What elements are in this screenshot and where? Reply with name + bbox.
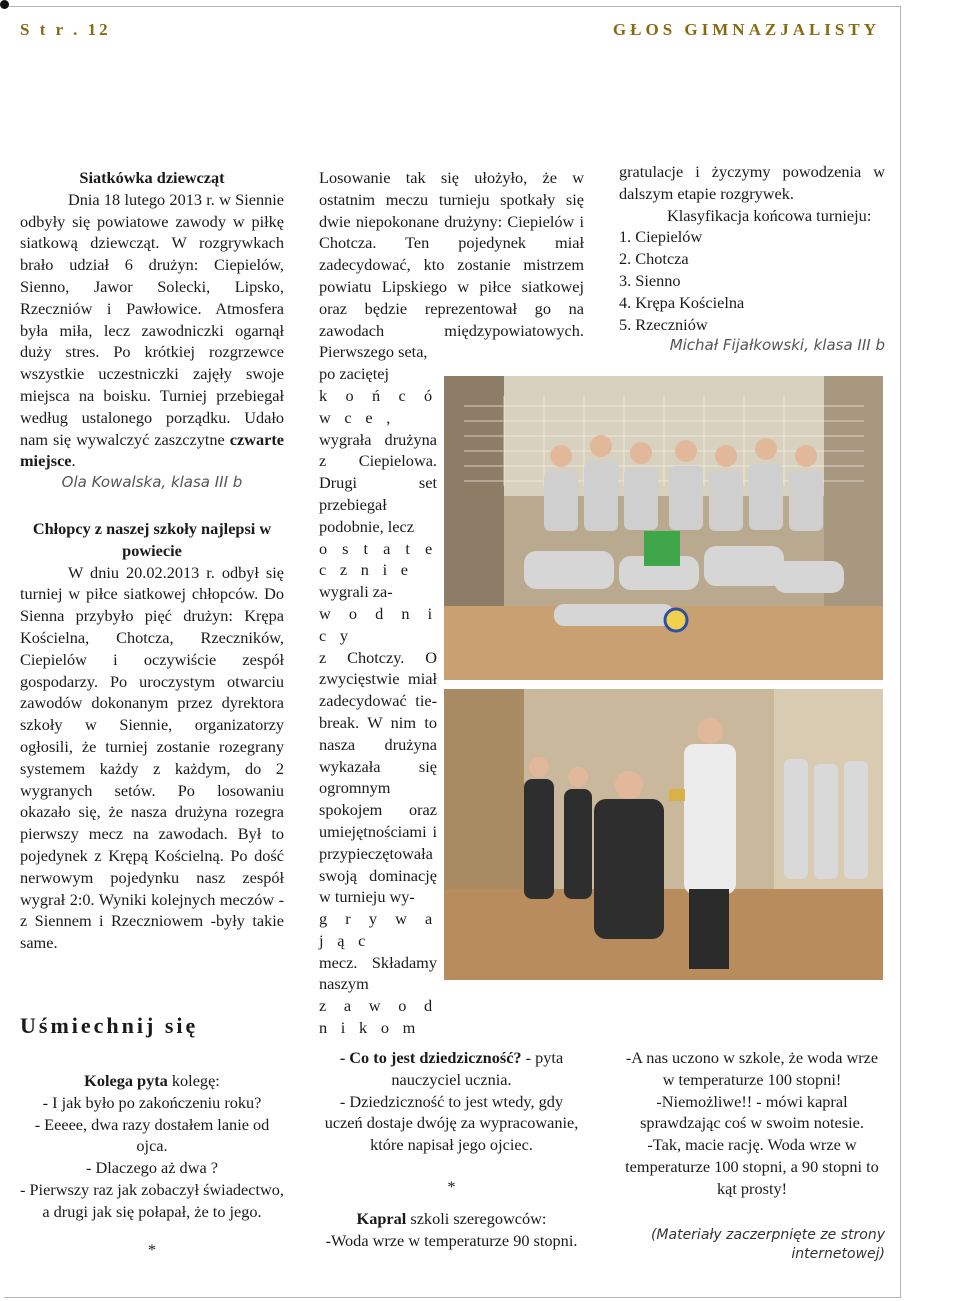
corner-dot [0,0,9,9]
column-3 [619,161,885,357]
joke1-line-4: - Pierwszy raz jak zobaczył świadectwo, a drugi jak się połapał, że to jego. [20,1179,285,1221]
joke-column-2 [319,1047,584,1251]
article-boys-continuation: Losowanie tak się ułożyło, że w ostatnim meczu turnieju spotkały się dwie niepokonane drużyny: Ciepielów i Chotcza. Ten pojedynek miał zadecydować, kto zostanie mistrzem powiatu Lipskiego w piłce siatkowej oraz będzie reprezentował go na zawodach międzypowiatowych. Pierwszego seta, [319,168,584,362]
narrow-line-4: o s t a t e c z n i e [319,538,437,580]
narrow-line-10: z a w o d n i k o m [319,996,437,1038]
rank-2: 2. Chotcza [619,249,689,269]
jokes-source: (Materiały zaczerpnięte ze strony internetowej) [650,1226,885,1262]
joke1-line-2: - Eeeee, dwa razy dostałem lanie od ojca. [34,1114,270,1156]
rank-4: 4. Krępa Kościelna [619,292,745,312]
award-photo-image [444,689,883,980]
classification-title: Klasyfikacja końcowa turnieju: [667,205,872,225]
narrow-line-9: mecz. Składamy naszym [319,952,437,994]
joke1-separator: * [147,1239,157,1259]
joke2-line-1: - Dziedziczność to jest wtedy, gdy uczeń dostaje dwóję za wypracowanie, które napisał jego ojciec. [324,1091,579,1155]
column-1 [20,167,284,954]
newspaper-title: GŁOS GIMNAZJALISTY [612,20,880,39]
article-girls-title: Siatkówka dziewcząt [79,168,225,187]
article-boys-body: W dniu 20.02.2013 r. odbył się turniej w piłce siatkowej chłopców. Do Sienna przybyło pięć drużyn: Krępa Kościelna, Chotcza, Rzeczników, Ciepielów i oczywiście zespół gospodarzy. Po uroczystym otwarciu zawodów dokonanym przez dyrektora szkoły w Siennie, organizatorzy ogłosili, że turniej zostanie rozegrany systemem każdy z każdym, do 2 wygranych setów. Po losowaniu okazało się, że nasza drużyna rozegra pierwszy mecz na zawodach. Był to pojedynek z Krępą Kościelną. Po dość nerwowym pojedynku nasz zespół wygrał 2:0. Wyniki kolejnych meczów - z Siennem i Rzeczniowem -były takie same. [20,562,284,953]
joke4-line-3: -Tak, macie rację. Woda wrze w temperaturze 100 stopni, a 90 stopni to kąt prosty! [625,1135,879,1198]
joke1-lead: Kolega pyta kolegę: [84,1071,220,1090]
article-girls-signature: Ola Kowalska, klasa III b [61,473,243,492]
rank-5: 5. Rzeczniów [619,314,708,334]
rank-1: 1. Ciepielów [619,227,703,247]
joke2-lead: - Co to jest dziedziczność? - pyta nauczyciel ucznia. [339,1048,564,1089]
article-girls-highlight: czwarte miejsce [20,429,284,471]
article-boys-title: Chłopcy z naszej szkoły najlepsi w powiecie [32,518,272,560]
joke3-lead: Kapral szkoli szeregowców: [356,1208,547,1228]
article-boys-signature: Michał Fijałkowski, klasa III b [669,336,885,355]
narrow-line-7: z Chotczy. O zwycięstwie miał zadecydować tie-break. W nim to nasza drużyna wykazała się ogromnym spokojem oraz umiejętnościami i przypieczętowała swoją dominację w turnieju wy- [319,647,437,907]
team-photo [444,376,883,680]
narrow-line-6: w o d n i c y [319,603,437,645]
article-girls-body: Dnia 18 lutego 2013 r. w Siennie odbyły się powiatowe zawody w piłkę siatkową dziewcząt. W rozgrywkach brało udział 6 drużyn: Ciepielów, Sienno, Jawor Solecki, Lipsko, Rzeczniów i Pawłowice. Atmosfera była miła, lecz zawodniczki ogarnął duży stres. Po krótkiej rozgrzewce wszystkie uczestniczki zajęły swoje miejsca na boisku. Turniej przebiegał według ustalonego porządku. Udało nam się wywalczyć zaszczytne czwarte miejsce. [20,189,284,471]
article-boys-ending: gratulacje i życzymy powodzenia w dalszym etapie rozgrywek. [619,162,885,203]
joke2-separator: * [447,1176,456,1196]
team-photo-image [444,376,883,680]
joke4-line-1: -A nas uczono w szkole, że woda wrze w temperaturze 100 stopni! [625,1048,879,1089]
narrow-line-2: k o ń c ó w c e , [319,385,437,427]
jokes-section-title: Uśmiechnij się [20,1013,199,1038]
narrow-line-5: wygrali za- [319,582,393,602]
joke-column-1 [20,1070,284,1270]
narrow-line-3: wygrała drużyna z Ciepielowa. Drugi set przebiegał podobnie, lecz [319,429,437,536]
narrow-line-8: g r y w a j ą c [319,909,437,950]
rank-3: 3. Sienno [619,270,681,290]
joke-column-3 [619,1047,885,1278]
page-number: S t r . 12 [20,20,111,39]
award-photo [444,689,883,980]
joke4-line-2: -Niemożliwe!! - mówi kapral sprawdzając coś w swoim notesie. [640,1091,864,1133]
joke1-line-1: - I jak było po zakończeniu roku? [42,1092,262,1112]
joke3-line-1: -Woda wrze w temperaturze 90 stopni. [325,1230,578,1250]
joke1-line-3: - Dlaczego aż dwa ? [86,1158,218,1178]
narrow-line-1: po zaciętej [319,364,390,384]
